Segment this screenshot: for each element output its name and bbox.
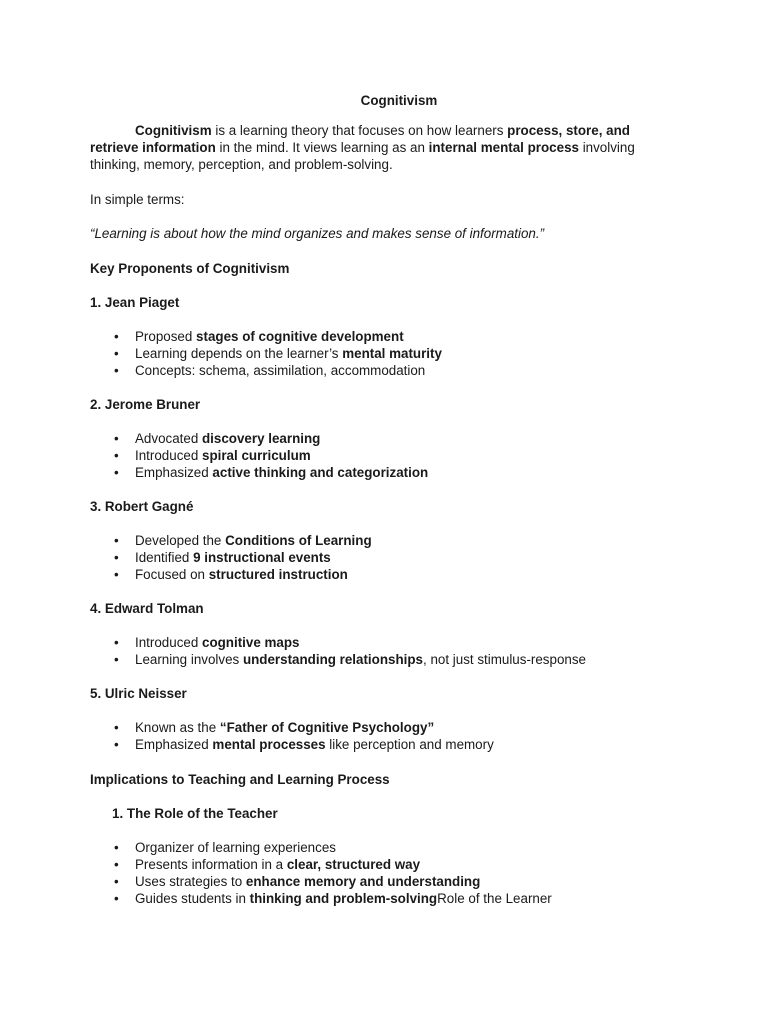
item-text: Developed the [135, 533, 226, 548]
list-item [90, 719, 690, 736]
intro-text-1: is a learning theory that focuses on how learners [211, 123, 508, 138]
item-bold: Conditions of Learning [225, 533, 372, 548]
list-item [90, 873, 690, 890]
item-bold: discovery learning [202, 431, 321, 446]
list-item [90, 549, 690, 566]
item-after: Role of the Learner [437, 891, 552, 906]
bullet-icon: • [114, 891, 119, 906]
item-bold: cognitive maps [202, 635, 300, 650]
bullet-icon: • [114, 567, 119, 582]
item-text: Introduced [135, 635, 202, 650]
item-bold: active thinking and categorization [212, 465, 429, 480]
intro-text-2: in the mind. It views learning as an [215, 140, 429, 155]
bullet-icon: • [114, 550, 119, 565]
bullet-icon: • [114, 533, 119, 548]
item-text: Learning involves [135, 652, 243, 667]
proponent-heading: 2. Jerome Bruner [90, 397, 201, 412]
item-bold: thinking and problem-solving [249, 891, 438, 906]
intro-bold-2: internal mental process [428, 140, 579, 155]
proponent-heading: 1. Jean Piaget [90, 295, 180, 310]
simple-terms-label: In simple terms: [90, 192, 185, 207]
document-page [90, 92, 690, 907]
item-text: Emphasized [135, 737, 213, 752]
item-text: Concepts: schema, assimilation, accommodation [135, 363, 426, 378]
item-text: Identified [135, 550, 194, 565]
list-item [90, 328, 690, 345]
list-item [90, 464, 690, 481]
implications-heading: Implications to Teaching and Learning Process [90, 772, 390, 787]
proponent-list [90, 532, 690, 583]
list-item [90, 362, 690, 379]
item-bold: “Father of Cognitive Psychology” [219, 720, 435, 735]
list-item [90, 856, 690, 873]
list-item [90, 532, 690, 549]
item-text: Proposed [135, 329, 197, 344]
list-item [90, 839, 690, 856]
list-item [90, 634, 690, 651]
bullet-icon: • [114, 874, 119, 889]
bullet-icon: • [114, 737, 119, 752]
item-text: Known as the [135, 720, 220, 735]
list-item [90, 430, 690, 447]
item-bold: stages of cognitive development [196, 329, 404, 344]
item-text: Introduced [135, 448, 202, 463]
teacher-role-heading: 1. The Role of the Teacher [112, 806, 278, 821]
item-bold: mental maturity [342, 346, 442, 361]
bullet-icon: • [114, 840, 119, 855]
bullet-icon: • [114, 857, 119, 872]
item-bold: mental processes [212, 737, 326, 752]
proponent-list [90, 719, 690, 753]
bullet-icon: • [114, 363, 119, 378]
teacher-role-list [90, 839, 690, 907]
list-item [90, 447, 690, 464]
bullet-icon: • [114, 329, 119, 344]
item-text: Advocated [135, 431, 202, 446]
item-text: Presents information in a [135, 857, 287, 872]
bullet-icon: • [114, 346, 119, 361]
document-title: Cognitivism [360, 93, 438, 108]
item-bold: 9 instructional events [193, 550, 331, 565]
item-text: Guides students in [135, 891, 250, 906]
proponents-heading: Key Proponents of Cognitivism [90, 261, 290, 276]
item-bold: enhance memory and understanding [245, 874, 481, 889]
proponent-list [90, 634, 690, 668]
list-item [90, 736, 690, 753]
item-text: Learning depends on the learner’s [135, 346, 343, 361]
intro-term: Cognitivism [135, 123, 212, 138]
item-text: Emphasized [135, 465, 213, 480]
intro-bold-1: process, store, and retrieve information [90, 123, 630, 155]
item-after: , not just stimulus-response [423, 652, 586, 667]
list-item [90, 345, 690, 362]
item-text: Organizer of learning experiences [135, 840, 336, 855]
bullet-icon: • [114, 448, 119, 463]
item-bold: understanding relationships [242, 652, 423, 667]
proponent-list [90, 430, 690, 481]
item-bold: clear, structured way [286, 857, 421, 872]
definition-quote: “Learning is about how the mind organizes and makes sense of information.” [90, 226, 545, 241]
bullet-icon: • [114, 465, 119, 480]
proponent-heading: 5. Ulric Neisser [90, 686, 187, 701]
item-after: like perception and memory [325, 737, 494, 752]
list-item [90, 890, 690, 907]
bullet-icon: • [114, 635, 119, 650]
list-item [90, 651, 690, 668]
proponent-heading: 3. Robert Gagné [90, 499, 194, 514]
bullet-icon: • [114, 652, 119, 667]
list-item [90, 566, 690, 583]
intro-text-3: involving thinking, memory, perception, and problem-solving. [90, 140, 635, 172]
proponent-heading: 4. Edward Tolman [90, 601, 204, 616]
proponent-list [90, 328, 690, 379]
item-bold: spiral curriculum [202, 448, 311, 463]
item-text: Uses strategies to [135, 874, 246, 889]
intro-paragraph [90, 122, 660, 173]
bullet-icon: • [114, 720, 119, 735]
item-bold: structured instruction [208, 567, 348, 582]
item-text: Focused on [135, 567, 209, 582]
bullet-icon: • [114, 431, 119, 446]
